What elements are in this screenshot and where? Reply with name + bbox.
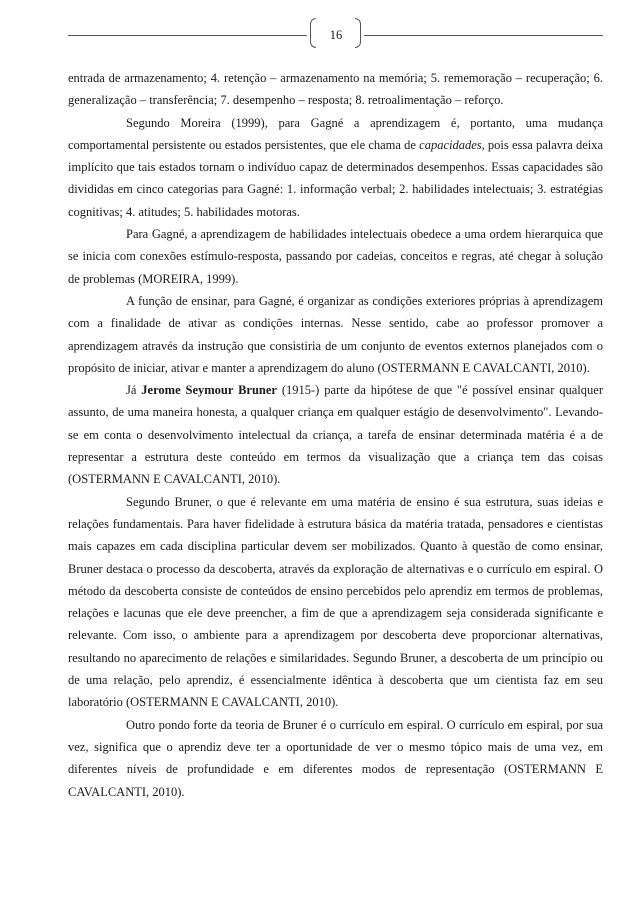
paragraph-2-text-a: Segundo Moreira (1999), para Gagné a aprendizagem é, portanto, uma mudança comportamental persistente ou estados persistentes, que ele chama de [68,115,603,152]
paragraph-2-term: capacidades [419,137,482,152]
paragraph-5-author-name: Jerome Seymour Bruner [141,383,277,398]
paragraph-6: Segundo Bruner, o que é relevante em uma matéria de ensino é sua estrutura, suas ideias e relações fundamentais. Para haver fidelidade à estrutura básica da matéria tratada, pensadores e cientistas mais capazes em cada disciplina particular devem ser mobilizados. Quanto à questão de como ensinar, Bruner destaca o processo da descoberta, através da exploração de alternativas e o currículo em espiral. O método da descoberta consiste de conteúdos de ensino percebidos pelo aprendiz em termos de problemas, relações e lacunas que ele deve preencher, a fim de que a aprendizagem seja considerada significante e relevante. Com isso, o ambiente para a aprendizagem por descoberta deve proporcionar alternativas, resultando no aparecimento de relações e similaridades. Segundo Bruner, a descoberta de um princípio ou de uma relação, pelo aprendiz, é essencialmente idêntica à descoberta que um cientista faz em seu laboratório (OSTERMANN E CAVALCANTI, 2010). [68,494,603,710]
page-number-bracket-close [355,18,361,48]
paragraph-1: entrada de armazenamento; 4. retenção – armazenamento na memória; 5. rememoração – recuperação; 6. generalização – transferência; 7. desempenho – resposta; 8. retroalimentação – reforço. [68,71,603,108]
page-header [68,14,603,50]
header-rule-left [68,35,307,36]
paragraph-2-text-b: , pois essa palavra deixa implícito que tais estados tornam o indivíduo capaz de determinados desempenhos. Essas capacidades são divididas em cinco categorias para Gagné: 1. informação verbal; 2. habilidades intelectuais; 3. estratégias cognitivas; 4. atitudes; 5. habilidades motoras. [68,137,604,219]
paragraph-7: Outro pondo forte da teoria de Bruner é o currículo em espiral. O currículo em espiral, por sua vez, significa que o aprendiz deve ter a oportunidade de ver o mesmo tópico mais de uma vez, em diferentes níveis de profundidade e em diferentes modos de representação (OSTERMANN E CAVALCANTI, 2010). [68,717,603,799]
paragraph-4: A função de ensinar, para Gagné, é organizar as condições exteriores próprias à aprendizagem com a finalidade de ativar as condições internas. Nesse sentido, cabe ao professor promover a aprendizagem através da instrução que consistiria de um conjunto de eventos externos planejados com o propósito de iniciar, ativar e manter a aprendizagem do aluno (OSTERMANN E CAVALCANTI, 2010). [68,293,603,375]
page-number: 16 [329,28,343,42]
paragraph-5 [68,379,603,490]
page-number-bracket-open [310,18,316,48]
paragraph-2 [68,112,603,223]
paragraph-5-text-a: Já [126,383,142,398]
header-rule-right [364,35,603,36]
page-body [68,67,603,803]
paragraph-3: Para Gagné, a aprendizagem de habilidades intelectuais obedece a uma ordem hierarquica que se inicia com conexões estímulo-resposta, passando por cadeias, conceitos e regras, até chegar à solução de problemas (MOREIRA, 1999). [68,227,603,286]
paragraph-5-text-b: (1915-) parte da hipótese de que "é possível ensinar qualquer assunto, de uma maneira honesta, a qualquer criança em qualquer estágio de desenvolvimento". Levando-se em conta o desenvolvimento intelectual da criança, a tarefa de ensinar determinada matéria é a de representar a estrutura deste conteúdo em termos da visualização que a criança tem das coisas (OSTERMANN E CAVALCANTI, 2010). [68,383,603,487]
